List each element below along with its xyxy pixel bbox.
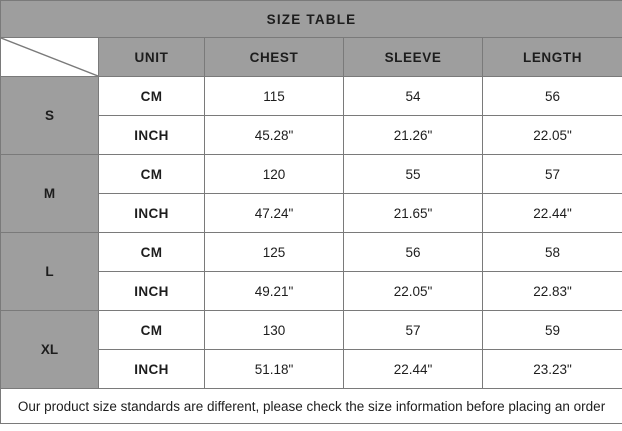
unit-label-cm: CM (99, 77, 205, 116)
column-header-chest: CHEST (205, 38, 344, 77)
table-header-row (1, 38, 622, 77)
cell-m-cm-length: 57 (483, 155, 622, 194)
cell-xl-inch-length: 23.23" (483, 350, 622, 389)
size-label-m: M (1, 155, 99, 233)
page-title: SIZE TABLE (1, 1, 622, 38)
diagonal-line-icon (1, 38, 98, 76)
cell-l-cm-chest: 125 (205, 233, 344, 272)
cell-m-cm-sleeve: 55 (344, 155, 483, 194)
unit-label-cm: CM (99, 311, 205, 350)
unit-label-cm: CM (99, 155, 205, 194)
cell-xl-inch-chest: 51.18" (205, 350, 344, 389)
cell-m-inch-sleeve: 21.65" (344, 194, 483, 233)
unit-label-inch: INCH (99, 194, 205, 233)
table-title-row (1, 1, 622, 38)
cell-s-cm-length: 56 (483, 77, 622, 116)
column-header-sleeve: SLEEVE (344, 38, 483, 77)
cell-xl-cm-chest: 130 (205, 311, 344, 350)
cell-l-cm-length: 58 (483, 233, 622, 272)
cell-s-cm-sleeve: 54 (344, 77, 483, 116)
unit-label-inch: INCH (99, 350, 205, 389)
size-label-s: S (1, 77, 99, 155)
unit-label-cm: CM (99, 233, 205, 272)
table-row (1, 77, 622, 116)
cell-m-inch-length: 22.44" (483, 194, 622, 233)
cell-l-inch-chest: 49.21" (205, 272, 344, 311)
unit-label-inch: INCH (99, 116, 205, 155)
cell-xl-cm-sleeve: 57 (344, 311, 483, 350)
cell-s-inch-chest: 45.28" (205, 116, 344, 155)
cell-l-inch-length: 22.83" (483, 272, 622, 311)
diagonal-corner-cell (1, 38, 99, 77)
column-header-unit: UNIT (99, 38, 205, 77)
cell-l-cm-sleeve: 56 (344, 233, 483, 272)
size-label-l: L (1, 233, 99, 311)
table-row (1, 311, 622, 350)
table-row (1, 155, 622, 194)
cell-s-inch-length: 22.05" (483, 116, 622, 155)
cell-m-inch-chest: 47.24" (205, 194, 344, 233)
size-note: Our product size standards are different, please check the size information before placing an order (1, 389, 622, 424)
cell-l-inch-sleeve: 22.05" (344, 272, 483, 311)
cell-s-inch-sleeve: 21.26" (344, 116, 483, 155)
cell-xl-cm-length: 59 (483, 311, 622, 350)
unit-label-inch: INCH (99, 272, 205, 311)
cell-xl-inch-sleeve: 22.44" (344, 350, 483, 389)
size-label-xl: XL (1, 311, 99, 389)
table-note-row (1, 389, 622, 424)
cell-s-cm-chest: 115 (205, 77, 344, 116)
cell-m-cm-chest: 120 (205, 155, 344, 194)
table-row (1, 233, 622, 272)
column-header-length: LENGTH (483, 38, 622, 77)
